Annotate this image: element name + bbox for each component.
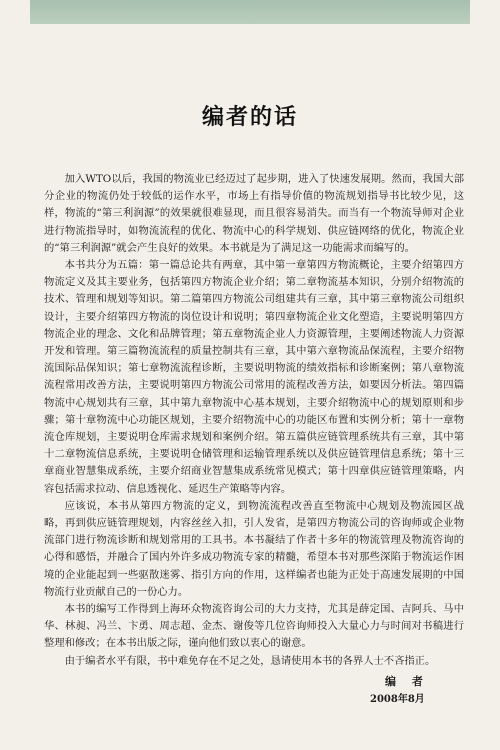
paragraph: 本书共分为五篇：第一篇总论共有两章，其中第一章第四方物流概论，主要介绍第四方物流定义及其主要业务，包括第四方物流企业介绍；第二章物流基本知识，分别介绍物流的技术、管理和规划等知识。第二篇第四方物流公司组建共有三章，其中第三章物流公司组织设计，主要介绍第四方物流的岗位设计和说明；第四章物流企业文化塑造，主要说明第四方物流企业的理念、文化和品牌管理；第五章物流企业人力资源管理，主要阐述物流人力资源开发和管理。第三篇物流流程的质量控制共有三章，其中第六章物流品保流程，主要介绍物流国际品保知识；第七章物流流程诊断，主要说明物流的绩效指标和诊断案例；第八章物流流程常用改善方法，主要说明第四方物流公司常用的流程改善方法，如要因分析法。第四篇物流中心规划共有三章，其中第九章物流中心基本规划，主要介绍物流中心的规划原则和步骤；第十章物流中心功能区规划，主要介绍物流中心的功能区布置和实例分析；第十一章物流仓库规划，主要说明仓库需求规划和案例介绍。第五篇供应链管理系统共有三章，其中第十二章物流信息系统，主要说明仓储管理和运输管理系统以及供应链管理信息系统；第十三章商业智慧集成系统，主要介绍商业智慧集成系统常见模式；第十四章供应链管理策略，内容包括需求拉动、信息透视化、延迟生产策略等内容。	[44, 259, 464, 495]
paragraph: 由于编者水平有限，书中难免存在不足之处，恳请使用本书的各界人士不吝指正。	[64, 654, 436, 667]
page-title: 编者的话	[201, 105, 298, 130]
body-text	[44, 171, 464, 670]
header-band	[30, 0, 470, 24]
signature-date: 2008年8月	[370, 694, 425, 705]
paragraph: 本书的编写工作得到上海环众物流咨询公司的大力支持，尤其是薛定国、吉阿兵、马中华、林昶、冯兰、卞勇、周志超、金杰、谢俊等几位咨询师投入大量心力与时间对书稿进行整理和修改；在本书出版之际，谨向他们致以衷心的谢意。	[44, 603, 464, 650]
paragraph: 应该说，本书从第四方物流的定义，到物流流程改善直至物流中心规划及物流园区战略，再到供应链管理规划，内容丝丝入扣，引人发省，是第四方物流公司的咨询师或企业物流部门进行物流诊断和规划常用的工具书。本书凝结了作者十多年的物流管理及物流咨询的心得和感悟，并融合了国内外许多成功物流专家的精髓，希望本书对那些深陷于物流运作困境的企业能起到一些驱散迷雾、指引方向的作用，这样编者也能为正处于高速发展期的中国物流行业贡献自己的一份心力。	[44, 499, 464, 598]
author-signature: 编 者	[385, 675, 429, 688]
paragraph: 加入WTO以后，我国的物流业已经迈过了起步期，进入了快速发展期。然而，我国大部分企业的物流仍处于较低的运作水平，市场上有指导价值的物流规划指导书比较少见，这样，物流的“第三利润源”的效果就很难显现，而且很容易消失。而当有一个物流导师对企业进行物流指导时，如物流流程的优化、物流中心的科学规划、供应链网络的优化，物流企业的“第三利润源”就会产生良好的效果。本书就是为了满足这一功能需求而编写的。	[44, 173, 464, 254]
